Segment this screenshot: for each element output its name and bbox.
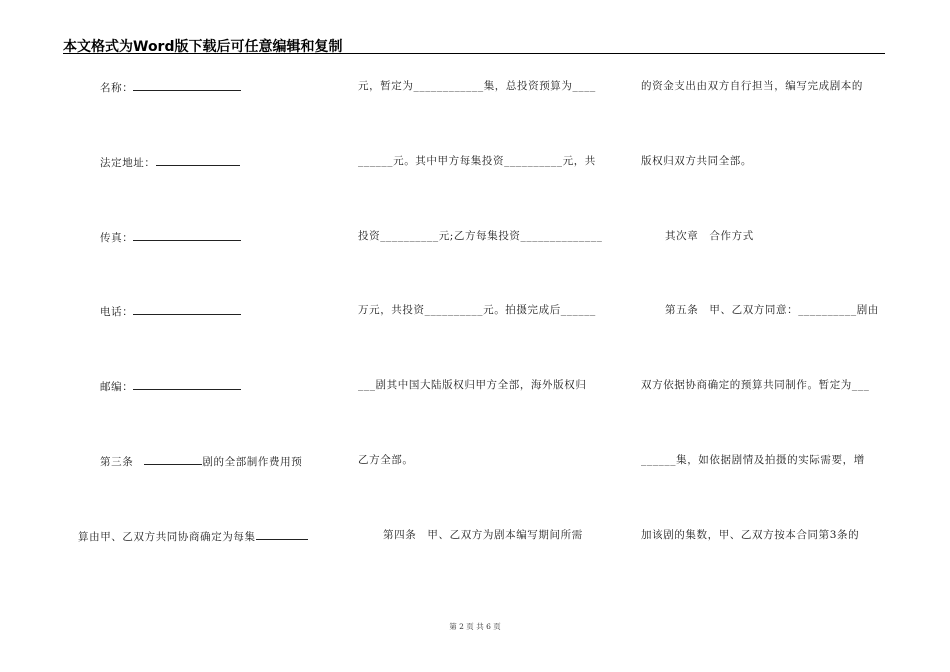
field-label: 传真：: [100, 232, 134, 244]
fill-in-blank: [133, 303, 241, 315]
middle-column-line: 投资__________元;乙方每集投资______________: [358, 230, 603, 242]
right-column-line: 双方依据协商确定的预算共同制作。暂定为___: [641, 379, 870, 391]
header-divider: [63, 53, 885, 54]
right-column-line: 加该剧的集数，甲、乙双方按本合同第3条的: [641, 529, 860, 541]
field-label: 电话：: [100, 306, 134, 318]
middle-column-line: ______元。其中甲方每集投资__________元，共: [358, 155, 596, 167]
middle-column-line: 第四条 甲、乙双方为剧本编写期间所需: [383, 529, 583, 541]
fill-in-blank: [133, 229, 241, 241]
fill-in-blank: [133, 79, 241, 91]
page-number-footer: 第 2 页 共 6 页: [449, 622, 501, 631]
field-label: 法定地址：: [100, 157, 156, 169]
left-column-line: [100, 154, 240, 170]
left-column-line: [100, 229, 241, 245]
middle-column-line: 乙方全部。: [358, 454, 414, 466]
right-column-line: 其次章 合作方式: [665, 230, 754, 242]
left-column-line: [100, 79, 241, 95]
left-column-line: [100, 378, 241, 394]
field-label: 名称：: [100, 82, 134, 94]
middle-column-line: ___剧其中国大陆版权归甲方全部，海外版权归: [358, 379, 587, 391]
fill-in-blank: [256, 528, 308, 540]
right-column-line: 版权归双方共同全部。: [641, 155, 752, 167]
left-column-line: [78, 528, 308, 544]
left-column-line: [100, 303, 241, 319]
fill-in-blank: [144, 453, 202, 465]
right-column-line: 的资金支出由双方自行担当，编写完成剧本的: [641, 80, 863, 92]
fill-in-blank: [156, 154, 240, 166]
document-header-title: 本文格式为Word版下载后可任意编辑和复制: [63, 39, 343, 55]
left-column-line: [100, 453, 302, 469]
middle-column-line: 元，暂定为____________集，总投资预算为____: [358, 80, 596, 92]
fill-in-blank: [133, 378, 241, 390]
right-column-line: ______集，如依据剧情及拍摄的实际需要，增: [641, 454, 865, 466]
field-label: 第三条: [100, 456, 145, 468]
middle-column-line: 万元，共投资__________元。拍摄完成后______: [358, 304, 596, 316]
right-column-line: 第五条 甲、乙双方同意：__________剧由: [665, 304, 879, 316]
field-label: 邮编：: [100, 381, 134, 393]
field-suffix: 剧的全部制作费用预: [202, 456, 303, 468]
field-label: 算由甲、乙双方共同协商确定为每集: [78, 531, 256, 543]
